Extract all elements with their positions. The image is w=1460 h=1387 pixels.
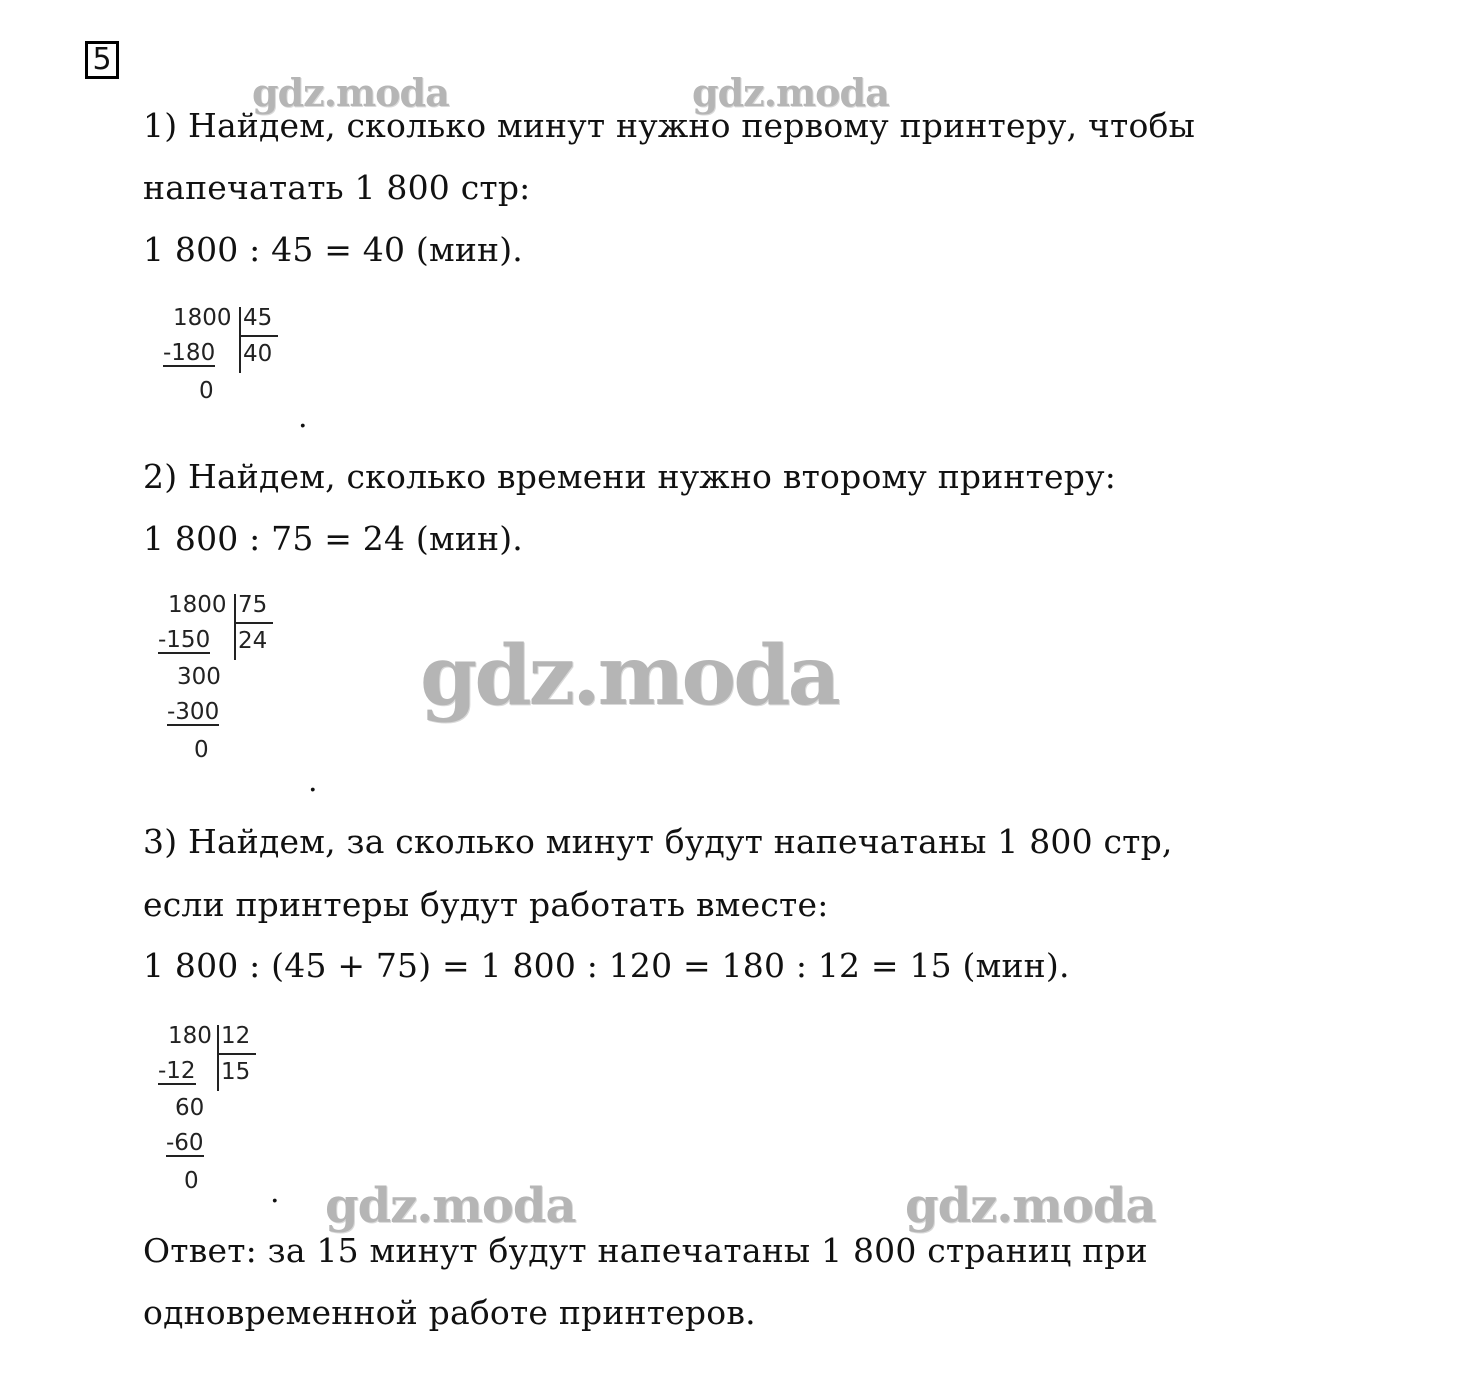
- task-number-box: 5: [85, 41, 119, 79]
- watermark-top-right: gdz.moda: [692, 70, 889, 115]
- ld3-row-2: 60: [175, 1095, 205, 1121]
- ld2-row-2: 300: [177, 664, 221, 690]
- ld3-row-4: 0: [184, 1168, 199, 1194]
- ld2-row-1: -150: [158, 627, 211, 653]
- step1-equation: 1 800 : 45 = 40 (мин).: [143, 230, 523, 269]
- ld3-quotient: 15: [221, 1059, 251, 1085]
- long-division-2: [156, 592, 296, 772]
- ld3-dividend: 180: [168, 1023, 212, 1049]
- ld3-vertical-bar: [217, 1025, 219, 1091]
- step2-equation: 1 800 : 75 = 24 (мин).: [143, 519, 523, 558]
- step1-line2: напечатать 1 800 стр:: [143, 168, 531, 207]
- ld2-divisor-bar: [235, 622, 273, 624]
- ld2-divisor: 75: [238, 592, 268, 618]
- step2-line1: 2) Найдем, сколько времени нужно второму принтеру:: [143, 457, 1117, 496]
- ld2-quotient: 24: [238, 628, 268, 654]
- step3-dot: .: [270, 1175, 280, 1210]
- answer-line1: Ответ: за 15 минут будут напечатаны 1 800 страниц при: [143, 1231, 1148, 1270]
- watermark-bottom-right: gdz.moda: [905, 1178, 1156, 1234]
- ld1-row-2: 0: [199, 378, 214, 404]
- ld3-divisor: 12: [221, 1023, 251, 1049]
- answer-line2: одновременной работе принтеров.: [143, 1293, 756, 1332]
- ld1-dividend: 1800: [173, 305, 232, 331]
- step3-line2: если принтеры будут работать вместе:: [143, 885, 829, 924]
- watermark-bottom-left: gdz.moda: [325, 1178, 576, 1234]
- step3-line1: 3) Найдем, за сколько минут будут напечатаны 1 800 стр,: [143, 822, 1173, 861]
- watermark-center: gdz.moda: [420, 628, 838, 724]
- ld1-divisor: 45: [243, 305, 273, 331]
- step2-dot: .: [308, 764, 318, 799]
- ld1-row-1: -180: [163, 340, 216, 366]
- ld2-dividend: 1800: [168, 592, 227, 618]
- ld1-vertical-bar: [239, 307, 241, 373]
- ld3-divisor-bar: [218, 1053, 256, 1055]
- step1-dot: .: [298, 400, 308, 435]
- ld3-row-1: -12: [158, 1058, 196, 1084]
- long-division-3: [156, 1023, 276, 1203]
- step3-equation: 1 800 : (45 + 75) = 1 800 : 120 = 180 : 12 = 15 (мин).: [143, 946, 1070, 985]
- ld1-divisor-bar: [240, 335, 278, 337]
- ld1-quotient: 40: [243, 341, 273, 367]
- ld2-vertical-bar: [234, 594, 236, 660]
- ld2-row-4: 0: [194, 737, 209, 763]
- long-division-1: [160, 305, 300, 415]
- step1-line1: 1) Найдем, сколько минут нужно первому принтеру, чтобы: [143, 106, 1196, 145]
- watermark-top-left: gdz.moda: [252, 70, 449, 115]
- ld3-row-3: -60: [166, 1130, 204, 1156]
- ld2-row-3: -300: [167, 699, 220, 725]
